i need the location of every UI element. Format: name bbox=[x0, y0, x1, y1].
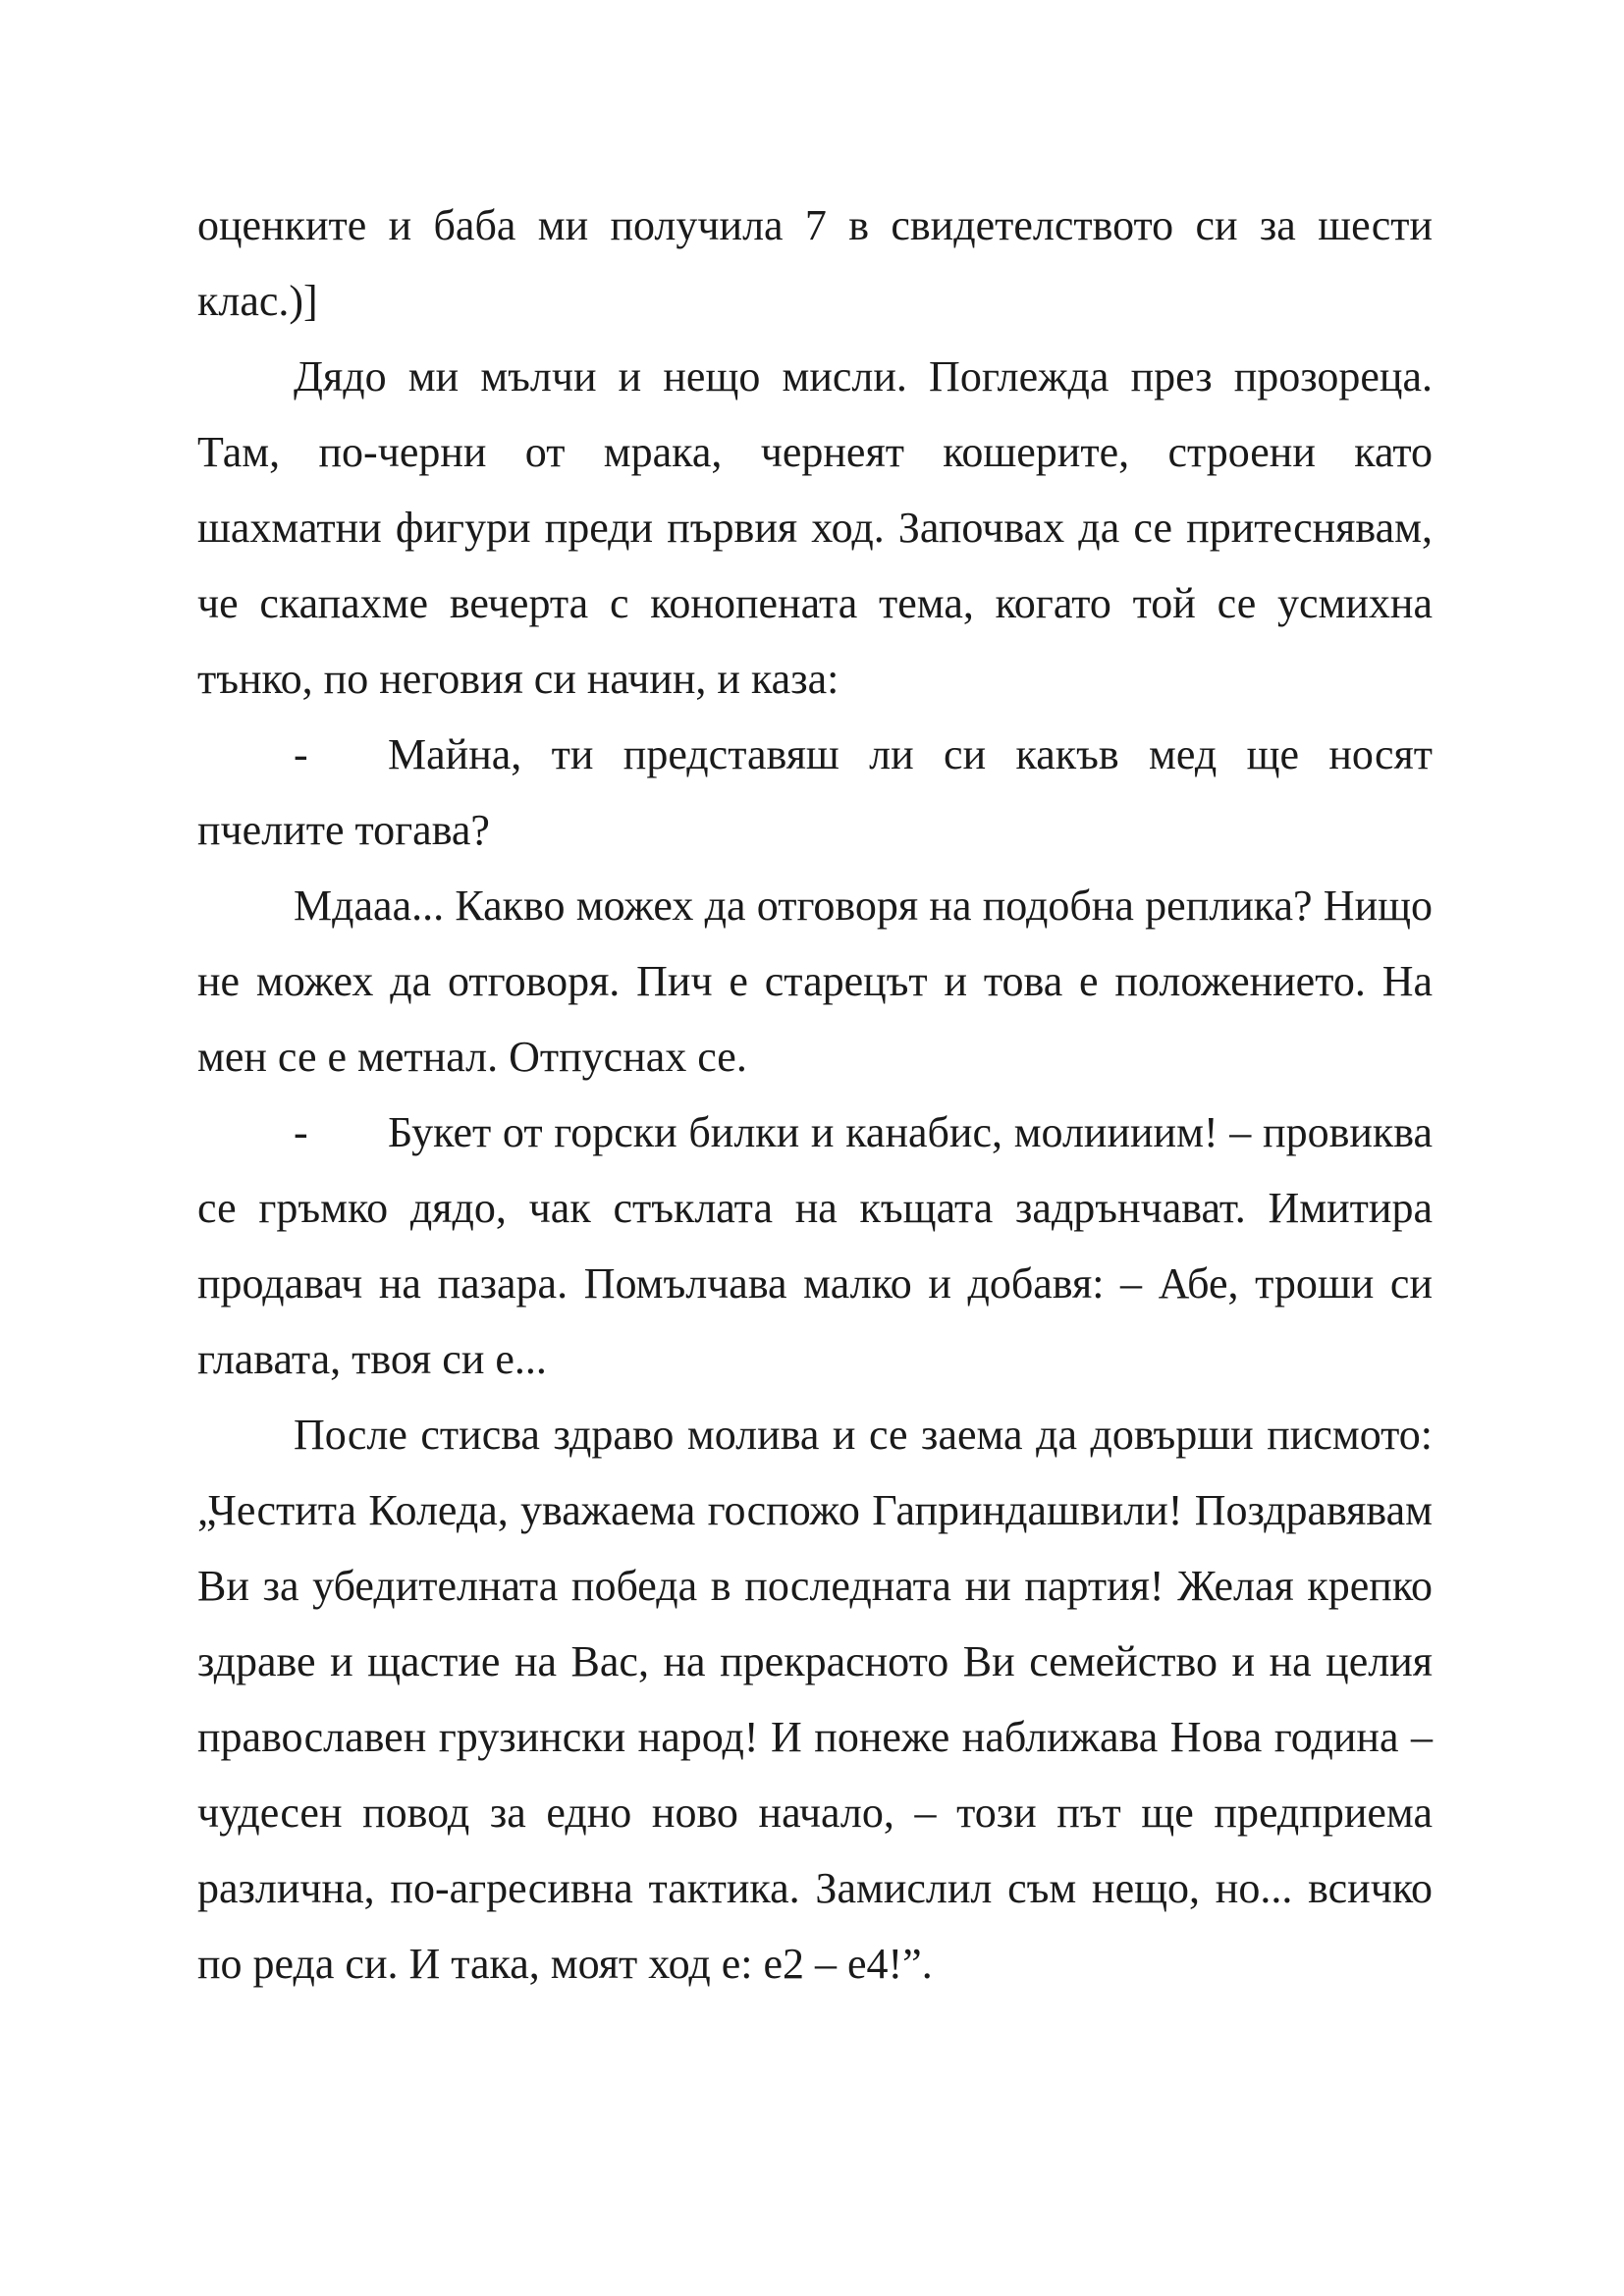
dialogue-text: Майна, ти представяш ли си какъв мед ще носят пчелите тогава? bbox=[197, 730, 1433, 854]
body-text bbox=[197, 187, 1433, 2002]
dialogue-text: Букет от горски билки и канабис, молиииим! – провиква се гръмко дядо, чак стъклата на къщата задрънчават. Имитира продавач на пазара. Помълчава малко и добавя: – Абе, троши си главата, твоя си е... bbox=[197, 1108, 1433, 1383]
dialogue-dash: - bbox=[294, 730, 308, 778]
paragraph-grandfather-silent: Дядо ми мълчи и нещо мисли. Поглежда през прозореца. Там, по-черни от мрака, чернеят кошерите, строени като шахматни фигури преди първия ход. Започвах да се притеснявам, че скапахме вечерта с конопената тема, когато той се усмихна тънко, по неговия си начин, и каза: bbox=[197, 352, 1433, 703]
paragraph-reply: Мдааа... Какво можех да отговоря на подобна реплика? Нищо не можех да отговоря. Пич е старецът и това е положението. На мен се е метнал. Отпуснах се. bbox=[197, 881, 1433, 1081]
dialogue-dash: - bbox=[294, 1108, 308, 1156]
dialogue-line-honey bbox=[197, 717, 1433, 868]
paragraph-letter: После стисва здраво молива и се заема да довърши писмото: „Честита Коледа, уважаема госпожо Гаприндашвили! Поздравявам Ви за убедителната победа в последната ни партия! Желая крепко здраве и щастие на Вас, на прекрасното Ви семейство и на целия православен грузински народ! И понеже наближава Нова година – чудесен повод за едно ново начало, – този път ще предприема различна, по-агресивна тактика. Замислил съм нещо, но... всичко по реда си. И така, моят ход е: е2 – е4!”. bbox=[197, 1411, 1433, 1988]
paragraph-continuation: оценките и баба ми получила 7 в свидетелството си за шести клас.)] bbox=[197, 201, 1433, 325]
dialogue-line-bouquet bbox=[197, 1095, 1433, 1397]
